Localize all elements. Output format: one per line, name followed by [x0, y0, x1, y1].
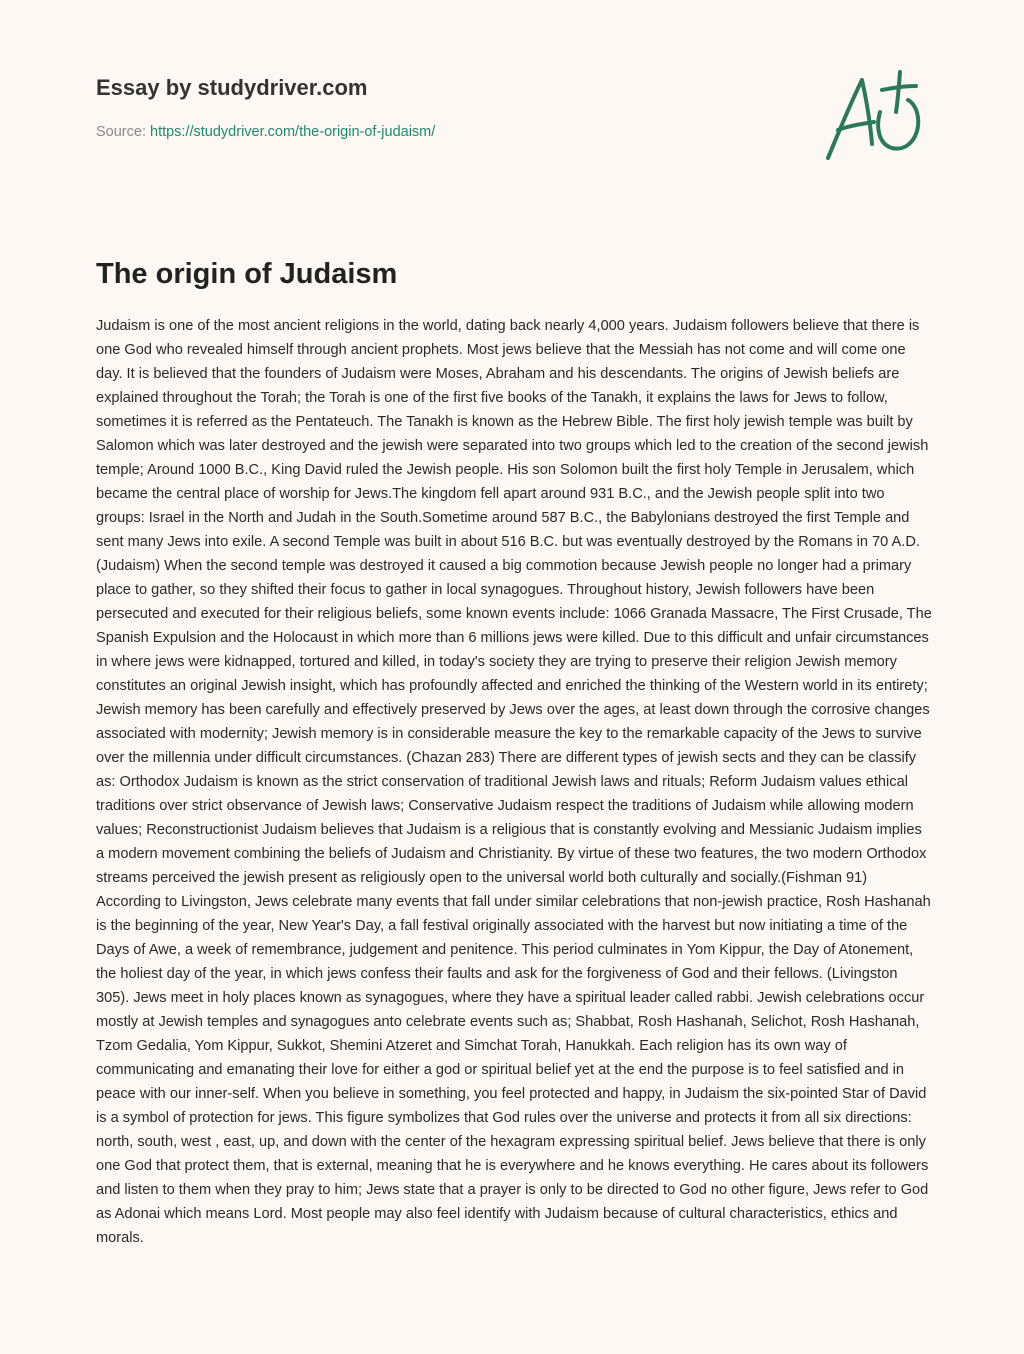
a-plus-logo-icon	[820, 64, 930, 168]
source-link[interactable]: https://studydriver.com/the-origin-of-judaism/	[150, 124, 436, 140]
site-title: Essay by studydriver.com	[96, 75, 368, 100]
essay-body: Judaism is one of the most ancient religions in the world, dating back nearly 4,000 years. Judaism followers believe that there is one God who revealed himself through ancient prophets. Most jews believe that the Messiah has not come and will come one day. It is believed that the founders of Judaism were Moses, Abraham and his descendants. The origins of Jewish beliefs are explained throughout the Torah; the Torah is one of the first five books of the Tanakh, it explains the laws for Jews to follow, sometimes it is referred as the Pentateuch. The Tanakh is known as the Hebrew Bible. The first holy jewish temple was built by Salomon which was later destroyed and the jewish were separated into two groups which led to the creation of the second jewish temple; Around 1000 B.C., King David ruled the Jewish people. His son Solomon built the first holy Temple in Jerusalem, which became the central place of worship for Jews.The kingdom fell apart around 931 B.C., and the Jewish people split into two groups: Israel in the North and Judah in the South.Sometime around 587 B.C., the Babylonians destroyed the first Temple and sent many Jews into exile. A second Temple was built in about 516 B.C. but was eventually destroyed by the Romans in 70 A.D. (Judaism) When the second temple was destroyed it caused a big commotion because Jewish people no longer had a primary place to gather, so they shifted their focus to gather in local synagogues. Throughout history, Jewish followers have been persecuted and executed for their religious beliefs, some known events include: 1066 Granada Massacre, The First Crusade, The Spanish Expulsion and the Holocaust in which more than 6 millions jews were killed. Due to this difficult and unfair circumstances in where jews were kidnapped, tortured and killed, in today's society they are trying to preserve their religion Jewish memory constitutes an original Jewish insight, which has profoundly affected and enriched the thinking of the Western world in its entirety; Jewish memory has been carefully and effectively preserved by Jews over the ages, at least down through the corrosive changes associated with modernity; Jewish memory is in considerable measure the key to the remarkable capacity of the Jews to survive over the millennia under difficult circumstances. (Chazan 283) There are different types of jewish sects and they can be classify as: Orthodox Judaism is known as the strict conservation of traditional Jewish laws and rituals; Reform Judaism values ethical traditions over strict observance of Jewish laws; Conservative Judaism respect the traditions of Judaism while allowing modern values; Reconstructionist Judaism believes that Judaism is a religious that is constantly evolving and Messianic Judaism implies a modern movement combining the beliefs of Judaism and Christianity. By virtue of these two features, the two modern Orthodox streams perceived the jewish present as religiously open to the universal world both culturally and socially.(Fishman 91) According to Livingston, Jews celebrate many events that fall under similar celebrations that non-jewish practice, Rosh Hashanah is the beginning of the year, New Year's Day, a fall festival originally associated with the harvest but now initiating a time of the Days of Awe, a week of remembrance, judgement and penitence. This period culminates in Yom Kippur, the Day of Atonement, the holiest day of the year, in which jews confess their faults and ask for the forgiveness of God and their fellows. (Livingston 305). Jews meet in holy places known as synagogues, where they have a spiritual leader called rabbi. Jewish celebrations occur mostly at Jewish temples and synagogues anto celebrate events such as; Shabbat, Rosh Hashanah, Selichot, Rosh Hashanah, Tzom Gedalia, Yom Kippur, Sukkot, Shemini Atzeret and Simchat Torah, Hanukkah. Each religion has its own way of communicating and emanating their love for either a god or spiritual belief yet at the end the purpose is to feel satisfied and in peace with our inner-self. When you believe in something, you feel protected and happy, in Judaism the six-pointed Star of David is a symbol of protection for jews. This figure symbolizes that God rules over the universe and protects it from all six directions: north, south, west , east, up, and down with the center of the hexagram expressing spiritual belief. Jews believe that there is only one God that protect them, that is external, meaning that he is everywhere and he knows everything. He cares about its followers and listen to them when they pray to him; Jews state that a prayer is only to be directed to God no other figure, Jews refer to God as Adonai which means Lord. Most people may also feel identify with Judaism because of cultural characteristics, ethics and morals.	[96, 318, 932, 1246]
source-label: Source:	[96, 124, 150, 140]
essay-title: The origin of Judaism	[96, 258, 398, 290]
source-line	[96, 122, 796, 142]
header	[96, 72, 796, 142]
